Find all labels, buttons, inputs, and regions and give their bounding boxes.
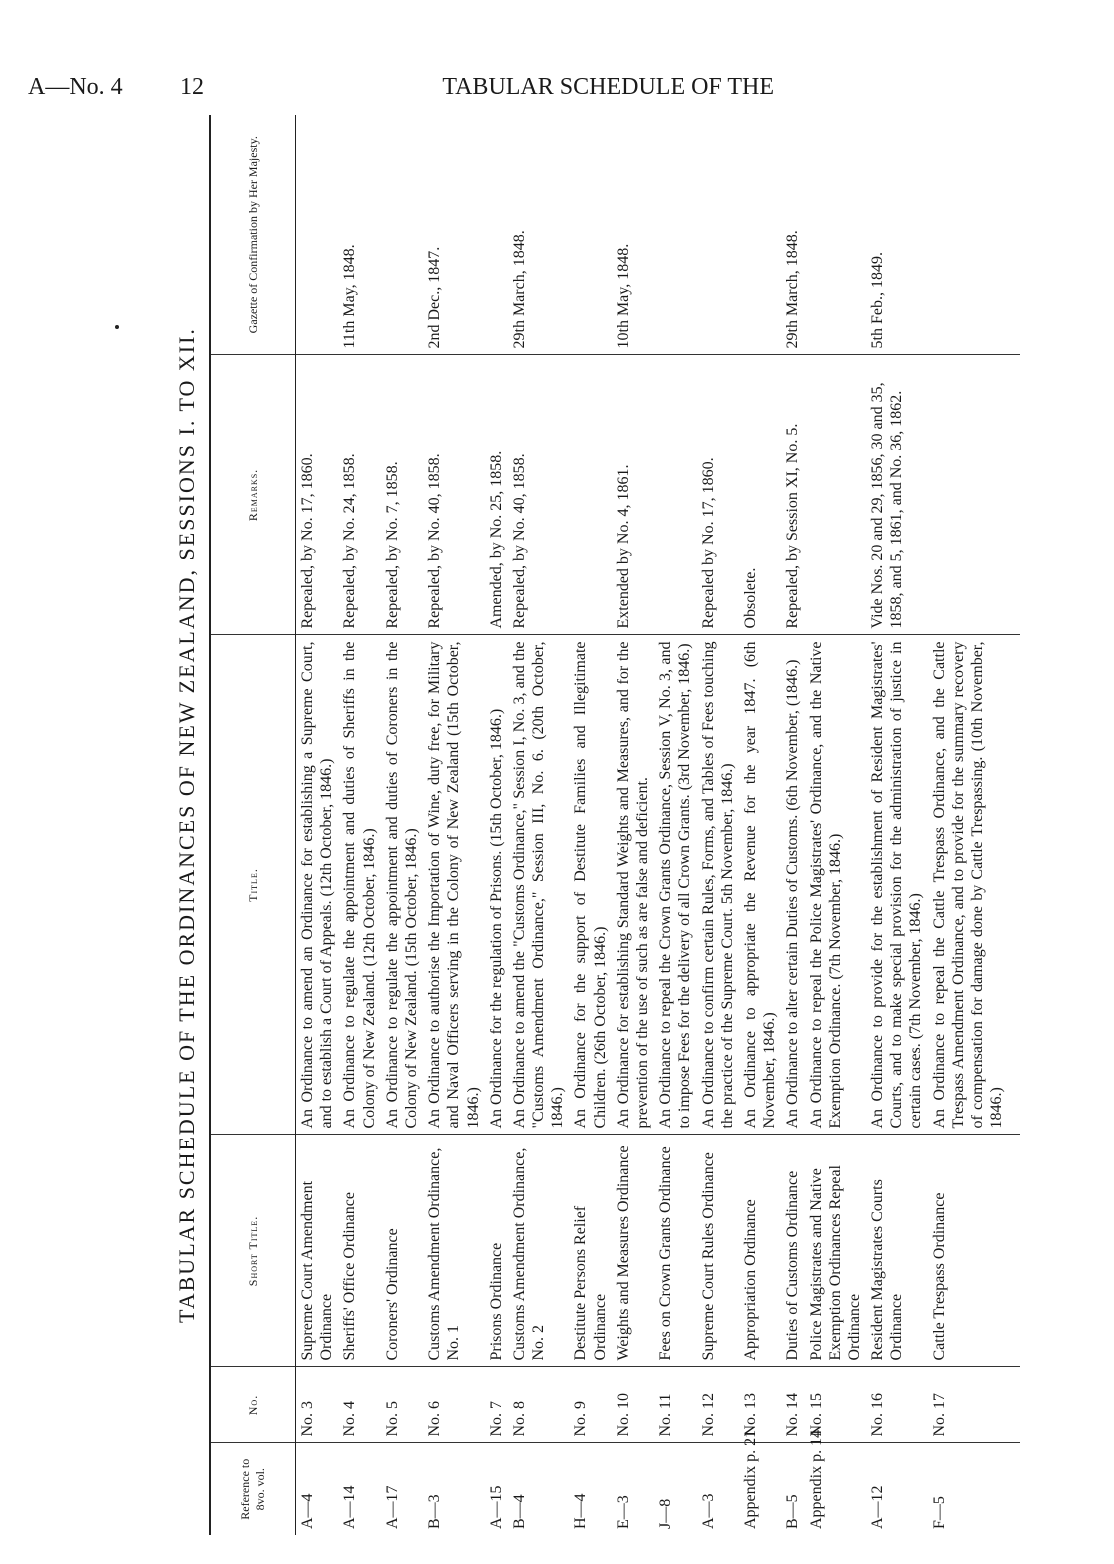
cell-remarks [805, 355, 867, 635]
cell-gazette: 11th May, 1848. [338, 115, 380, 355]
cell-title: An Ordinance to alter certain Duties of Customs. (6th November, (1846.) [781, 635, 804, 1135]
cell-no: No. 9 [569, 1367, 611, 1443]
cell-remarks: Amended, by No. 25, 1858. [485, 355, 508, 635]
cell-gazette [739, 115, 781, 355]
cell-ref: E—3 [614, 1495, 632, 1529]
table-row [423, 115, 485, 1535]
cell-gazette: 5th Feb., 1849. [866, 115, 928, 355]
running-title: TABULAR SCHEDULE OF THE [442, 74, 774, 100]
table-body [296, 115, 1021, 1535]
cell-short: Appropriation Ordinance [739, 1135, 781, 1367]
cell-remarks: Repealed, by No. 17, 1860. [296, 355, 339, 635]
cell-title: An Ordinance to appropriate the Revenue for the year 1847. (6th November, 1846.) [739, 635, 781, 1135]
cell-short: Coroners' Ordinance [381, 1135, 423, 1367]
cell-title: An Ordinance to regulate the appointment and duties of Coroners in the Colony of New Zealand. (15th October, 1846.) [381, 635, 423, 1135]
cell-no: No. 10 [612, 1367, 654, 1443]
cell-ref: Appendix p. 21 [741, 1429, 759, 1529]
cell-gazette: 10th May, 1848. [612, 115, 654, 355]
cell-title: An Ordinance to provide for the establishment of Resident Magistrates' Courts, and to make special provision for the administration of justice in certain cases. (7th November, 1846.) [866, 635, 928, 1135]
cell-ref: A—14 [341, 1485, 359, 1529]
cell-title: An Ordinance to confirm certain Rules, Forms, and Tables of Fees touching the practice of the Supreme Court. 5th November, 1846.) [697, 635, 739, 1135]
cell-no: No. 5 [381, 1367, 423, 1443]
cell-gazette: 29th March, 1848. [508, 115, 570, 355]
table-row [654, 115, 696, 1535]
cell-no: No. 13 [739, 1367, 781, 1443]
cell-ref: H—4 [572, 1493, 590, 1529]
cell-no: No. 3 [296, 1367, 339, 1443]
cell-gazette [569, 115, 611, 355]
cell-short: Weights and Measures Ordinance [612, 1135, 654, 1367]
cell-no: No. 16 [866, 1367, 928, 1443]
table-title: TABULAR SCHEDULE OF THE ORDINANCES OF NEW ZEALAND, SESSIONS I. TO XII. [174, 327, 199, 1323]
cell-no: No. 15 [805, 1367, 867, 1443]
cell-title: An Ordinance for establishing Standard Weights and Measures, and for the prevention of the use of such as are false and deficient. [612, 635, 654, 1135]
header-section-label: A—No. 4 [28, 74, 123, 100]
cell-remarks: Obsolete. [739, 355, 781, 635]
cell-ref: A—3 [699, 1493, 717, 1529]
cell-ref: A—4 [299, 1493, 316, 1529]
cell-remarks [928, 355, 1021, 635]
cell-short: Supreme Court Amendment Ordinance [296, 1135, 339, 1367]
page-number: 12 [180, 74, 204, 100]
cell-gazette [654, 115, 696, 355]
table-row [508, 115, 570, 1535]
table-row [866, 115, 928, 1535]
cell-remarks [654, 355, 696, 635]
cell-ref: B—3 [426, 1494, 444, 1529]
cell-title: An Ordinance to amend the "Customs Ordinance," Session I, No. 3, and the "Customs Amendment Ordinance," Session III, No. 6. (20th October, 1846.) [508, 635, 570, 1135]
cell-short: Fees on Crown Grants Ordinance [654, 1135, 696, 1367]
cell-title: An Ordinance for the support of Destitute Families and Illegitimate Children. (26th October, 1846.) [569, 635, 611, 1135]
cell-ref: A—15 [487, 1485, 505, 1529]
cell-short: Resident Magistrates Courts Ordinance [866, 1135, 928, 1367]
col-header-title: Title. [210, 635, 296, 1135]
cell-gazette [296, 115, 339, 355]
cell-gazette [697, 115, 739, 355]
cell-remarks: Repealed, by No. 7, 1858. [381, 355, 423, 635]
cell-ref: B—4 [510, 1494, 528, 1529]
cell-no: No. 12 [697, 1367, 739, 1443]
cell-gazette [928, 115, 1021, 355]
cell-remarks: Repealed, by No. 40, 1858. [508, 355, 570, 635]
cell-remarks: Extended by No. 4, 1861. [612, 355, 654, 635]
cell-no: No. 7 [485, 1367, 508, 1443]
cell-title: An Ordinance to repeal the Crown Grants Ordinance, Session V, No. 3, and to impose Fees for the delivery of all Crown Grants. (3rd November, 1846.) [654, 635, 696, 1135]
cell-gazette [805, 115, 867, 355]
cell-ref: J—8 [657, 1498, 675, 1529]
table-row [697, 115, 739, 1535]
col-header-gazette: Gazette of Confirmation by Her Majesty. [210, 115, 296, 355]
table-row [805, 115, 867, 1535]
table-row [928, 115, 1021, 1535]
cell-short: Sheriffs' Office Ordinance [338, 1135, 380, 1367]
cell-short: Customs Amendment Ordinance, No. 2 [508, 1135, 570, 1367]
cell-remarks: Repealed by No. 17, 1860. [697, 355, 739, 635]
rotated-schedule [165, 115, 1105, 1535]
cell-remarks: Repealed, by No. 40, 1858. [423, 355, 485, 635]
cell-gazette: 2nd Dec., 1847. [423, 115, 485, 355]
cell-short: Cattle Trespass Ordinance [928, 1135, 1021, 1367]
ordinance-table [209, 115, 1020, 1535]
cell-short: Police Magistrates and Native Exemption Ordinances Repeal Ordinance [805, 1135, 867, 1367]
table-row [296, 115, 339, 1535]
col-header-remarks: Remarks. [210, 355, 296, 635]
cell-remarks: Repealed, by Session XI, No. 5. [781, 355, 804, 635]
cell-title: An Ordinance to amend an Ordinance for establishing a Supreme Court, and to establish a Court of Appeals. (12th October, 1846.) [296, 635, 339, 1135]
cell-no: No. 17 [928, 1367, 1021, 1443]
cell-title: An Ordinance for the regulation of Prisons. (15th October, 1846.) [485, 635, 508, 1135]
cell-ref: A—12 [869, 1485, 887, 1529]
col-header-ref: Reference to 8vo. vol. [210, 1443, 296, 1535]
cell-ref: B—5 [784, 1494, 802, 1529]
cell-gazette: 29th March, 1848. [781, 115, 804, 355]
cell-title: An Ordinance to repeal the Police Magistrates' Ordinance, and the Native Exemption Ordinance. (7th November, 1846.) [805, 635, 867, 1135]
cell-short: Destitute Persons Relief Ordinance [569, 1135, 611, 1367]
cell-ref: F—5 [930, 1496, 948, 1529]
table-row [569, 115, 611, 1535]
table-row [781, 115, 804, 1535]
cell-short: Supreme Court Rules Ordinance [697, 1135, 739, 1367]
cell-gazette [485, 115, 508, 355]
cell-no: No. 4 [338, 1367, 380, 1443]
col-header-no: No. [210, 1367, 296, 1443]
table-row [739, 115, 781, 1535]
table-row [485, 115, 508, 1535]
page-speck [115, 325, 119, 329]
cell-title: An Ordinance to regulate the appointment and duties of Sheriffs in the Colony of New Zealand. (12th October, 1846.) [338, 635, 380, 1135]
cell-short: Prisons Ordinance [485, 1135, 508, 1367]
cell-no: No. 14 [781, 1367, 804, 1443]
cell-remarks: Vide Nos. 20 and 29, 1856, 30 and 35, 1858, and 5, 1861, and No. 36, 1862. [866, 355, 928, 635]
table-row [338, 115, 380, 1535]
cell-remarks: Repealed, by No. 24, 1858. [338, 355, 380, 635]
cell-title: An Ordinance to repeal the Cattle Trespass Ordinance, and the Cattle Trespass Amendment Ordinance, and to provide for the summary recovery of compensation for damage done by Cattle Trespassing. (10th November, 1846.) [928, 635, 1021, 1135]
cell-short: Customs Amendment Ordinance, No. 1 [423, 1135, 485, 1367]
col-header-short-title: Short Title. [210, 1135, 296, 1367]
cell-no: No. 8 [508, 1367, 570, 1443]
cell-title: An Ordinance to authorise the Importation of Wine, duty free, for Military and Naval Officers serving in the Colony of New Zealand (15th October, 1846.) [423, 635, 485, 1135]
cell-short: Duties of Customs Ordinance [781, 1135, 804, 1367]
cell-ref: Appendix p. 14 [807, 1429, 825, 1529]
cell-no: No. 11 [654, 1367, 696, 1443]
cell-remarks [569, 355, 611, 635]
cell-ref: A—17 [383, 1485, 401, 1529]
cell-no: No. 6 [423, 1367, 485, 1443]
table-row [612, 115, 654, 1535]
table-row [381, 115, 423, 1535]
cell-gazette [381, 115, 423, 355]
